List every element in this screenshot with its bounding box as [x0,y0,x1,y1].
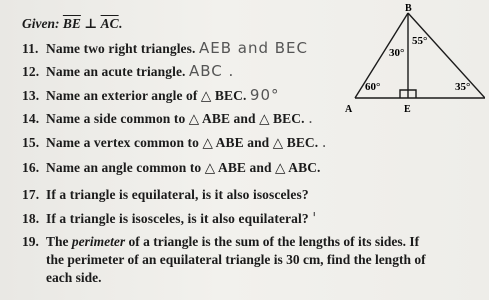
given-label: Given: [22,16,60,31]
question-text: Name two right triangles. [46,41,196,56]
question-number: 14. [22,111,40,126]
question-18 [22,209,317,227]
question-16 [22,158,321,176]
side-bc [408,13,485,98]
triangle-figure [345,4,485,114]
angle-55-label: 55° [412,35,428,47]
question-text: Name an acute triangle. [46,64,186,79]
question-text: If a triangle is isosceles, is it also equilateral? [46,211,309,226]
vertex-a-label: A [345,104,353,114]
question-number: 13. [22,88,40,103]
question-15 [22,133,328,151]
question-text-italic: perimeter [71,234,126,249]
question-17 [22,185,309,203]
handwritten-answer: ABC . [189,62,235,80]
question-text: Name a vertex common to △ ABE and △ BEC. [46,135,319,150]
question-number: 17. [22,187,40,202]
question-number: 19. [22,234,39,249]
question-text: If a triangle is equilateral, is it also isosceles? [46,187,309,202]
handwritten-answer: . [321,133,328,151]
question-text: Name an angle common to △ ABE and △ ABC. [46,160,321,175]
question-number: 12. [22,64,40,79]
handwritten-answer: . [308,109,314,127]
handwritten-answer: ' [312,209,318,227]
question-number: 15. [22,135,40,150]
given-statement [22,16,122,32]
handwritten-answer: 90° [249,86,280,104]
question-text: Name an exterior angle of △ BEC. [46,88,247,103]
question-number: 11. [22,41,39,56]
question-text: of a triangle is the sum of the lengths of its sides. If [125,234,420,249]
question-text: Name a side common to △ ABE and △ BEC. [46,111,305,126]
vertex-b-label: B [405,4,412,14]
given-end: . [118,16,122,31]
angle-60-label: 60° [365,81,381,93]
segment-be: $\overline{BE}$ [62,16,81,31]
angle-35-label: 35° [455,81,471,93]
question-text-line3: each side. [46,270,102,285]
question-text-line2: the perimeter of an equilateral triangle is 30 cm, find the length of [46,252,426,267]
question-19 [22,233,482,287]
handwritten-answer: AEB and BEC [198,39,308,57]
question-11 [22,39,308,57]
question-number: 16. [22,160,40,175]
question-number: 18. [22,211,40,226]
question-12 [22,62,234,80]
question-13 [22,86,280,104]
question-14 [22,109,314,127]
vertex-e-label: E [404,104,411,114]
perpendicular-symbol: ⊥ [80,16,101,31]
segment-ac: $\overline{AC}$ [100,16,119,31]
angle-30-label: 30° [389,47,405,59]
question-text: The [46,234,72,249]
